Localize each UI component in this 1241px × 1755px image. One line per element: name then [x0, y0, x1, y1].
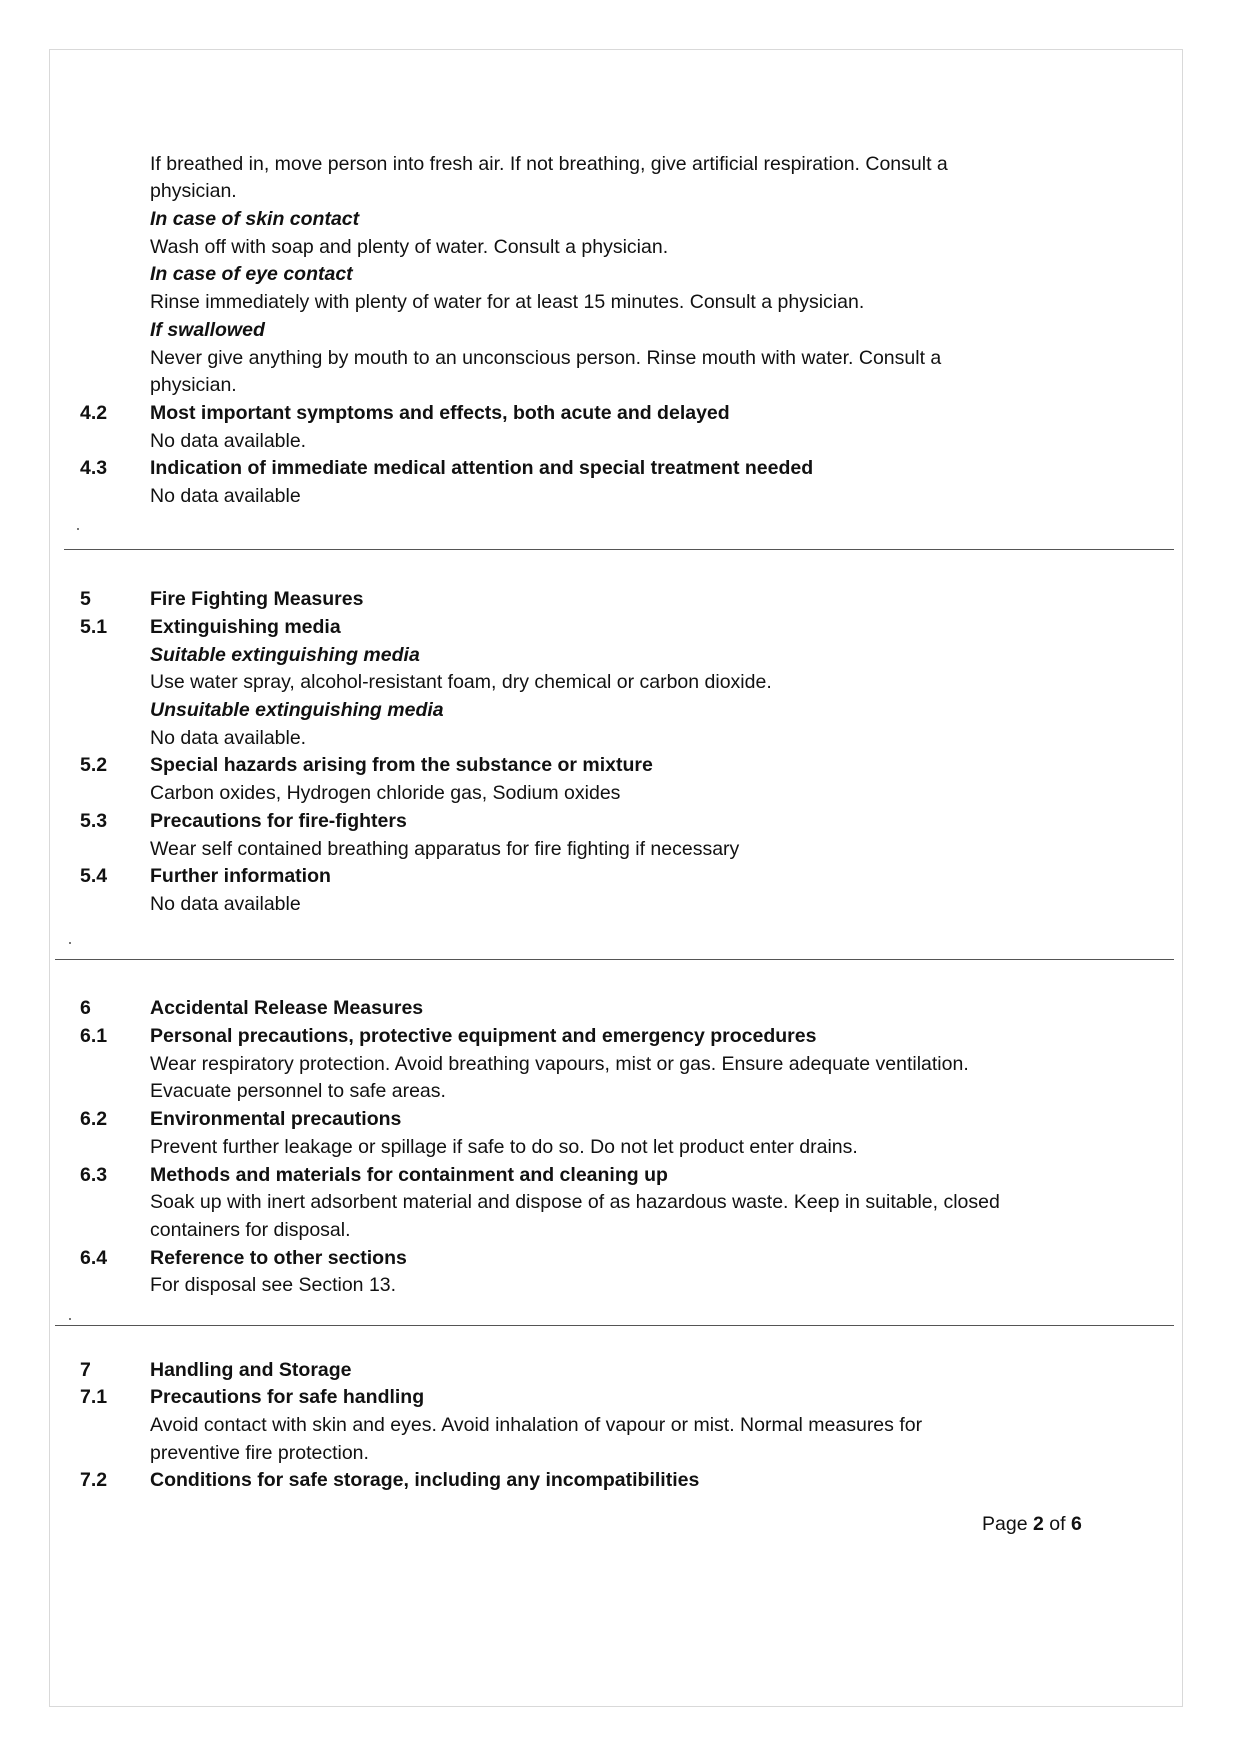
page-of: of — [1043, 1513, 1071, 1535]
section-6-4-title: Reference to other sections — [150, 1247, 407, 1269]
unsuitable-media-heading: Unsuitable extinguishing media — [150, 699, 444, 721]
section-6-2-title: Environmental precautions — [150, 1108, 402, 1130]
section-divider — [55, 1325, 1174, 1326]
section-7-2-number: 7.2 — [80, 1469, 108, 1491]
section-7-number: 7 — [80, 1359, 91, 1381]
section-5-1-number: 5.1 — [80, 616, 108, 638]
section-5-title: Fire Fighting Measures — [150, 588, 364, 610]
swallowed-text-line1: Never give anything by mouth to an unconscious person. Rinse mouth with water. Consult a — [150, 347, 942, 369]
eye-contact-heading: In case of eye contact — [150, 263, 353, 285]
section-5-4-title: Further information — [150, 865, 331, 887]
section-6-number: 6 — [80, 997, 91, 1019]
section-7-1-title: Precautions for safe handling — [150, 1386, 425, 1408]
section-4-2-text: No data available. — [150, 430, 307, 452]
page-current: 2 — [1032, 1513, 1044, 1535]
section-6-1-number: 6.1 — [80, 1025, 108, 1047]
section-5-4-text: No data available — [150, 893, 301, 915]
unsuitable-media-text: No data available. — [150, 727, 307, 749]
swallowed-text-line2: physician. — [150, 374, 237, 396]
section-5-3-title: Precautions for fire-fighters — [150, 810, 407, 832]
suitable-media-text: Use water spray, alcohol-resistant foam, dry chemical or carbon dioxide. — [150, 671, 772, 693]
section-5-3-text: Wear self contained breathing apparatus for fire fighting if necessary — [150, 838, 740, 860]
section-6-1-text-line2: Evacuate personnel to safe areas. — [150, 1080, 446, 1102]
section-4-2-number: 4.2 — [80, 402, 108, 424]
eye-contact-text: Rinse immediately with plenty of water for at least 15 minutes. Consult a physician. — [150, 291, 865, 313]
section-6-title: Accidental Release Measures — [150, 997, 424, 1019]
inhalation-text-line2: physician. — [150, 180, 237, 202]
section-6-3-text-line1: Soak up with inert adsorbent material and dispose of as hazardous waste. Keep in suitable, closed — [150, 1191, 1000, 1213]
section-7-1-text-line2: preventive fire protection. — [150, 1442, 369, 1464]
section-5-2-title: Special hazards arising from the substance or mixture — [150, 754, 653, 776]
section-5-2-text: Carbon oxides, Hydrogen chloride gas, Sodium oxides — [150, 782, 621, 804]
page-total: 6 — [1070, 1513, 1082, 1535]
skin-contact-heading: In case of skin contact — [150, 208, 360, 230]
section-6-2-number: 6.2 — [80, 1108, 108, 1130]
section-5-4-number: 5.4 — [80, 865, 108, 887]
section-5-1-title: Extinguishing media — [150, 616, 341, 638]
page-number — [982, 1510, 1082, 1538]
section-divider — [64, 549, 1174, 550]
swallowed-heading: If swallowed — [150, 319, 265, 341]
section-7-1-text-line1: Avoid contact with skin and eyes. Avoid inhalation of vapour or mist. Normal measures for — [150, 1414, 923, 1436]
section-divider — [55, 959, 1174, 960]
section-7-2-title: Conditions for safe storage, including any incompatibilities — [150, 1469, 700, 1491]
skin-contact-text: Wash off with soap and plenty of water. Consult a physician. — [150, 236, 669, 258]
section-6-4-text: For disposal see Section 13. — [150, 1274, 397, 1296]
section-7-1-number: 7.1 — [80, 1386, 108, 1408]
section-4-2-title: Most important symptoms and effects, both acute and delayed — [150, 402, 730, 424]
section-6-4-number: 6.4 — [80, 1247, 108, 1269]
section-6-3-number: 6.3 — [80, 1164, 108, 1186]
inhalation-text-line1: If breathed in, move person into fresh air. If not breathing, give artificial respiration. Consult a — [150, 153, 948, 175]
section-5-number: 5 — [80, 588, 91, 610]
section-6-1-title: Personal precautions, protective equipment and emergency procedures — [150, 1025, 817, 1047]
section-6-1-text-line1: Wear respiratory protection. Avoid breathing vapours, mist or gas. Ensure adequate ventilation. — [150, 1053, 969, 1075]
section-6-3-title: Methods and materials for containment and cleaning up — [150, 1164, 668, 1186]
stray-mark — [77, 528, 79, 530]
stray-mark — [69, 942, 71, 944]
section-4-3-text: No data available — [150, 485, 301, 507]
section-6-2-text: Prevent further leakage or spillage if safe to do so. Do not let product enter drains. — [150, 1136, 858, 1158]
section-4-3-title: Indication of immediate medical attention and special treatment needed — [150, 457, 814, 479]
section-4-3-number: 4.3 — [80, 457, 108, 479]
suitable-media-heading: Suitable extinguishing media — [150, 644, 420, 666]
section-5-2-number: 5.2 — [80, 754, 108, 776]
section-5-3-number: 5.3 — [80, 810, 108, 832]
section-6-3-text-line2: containers for disposal. — [150, 1219, 351, 1241]
section-7-title: Handling and Storage — [150, 1359, 352, 1381]
page-word: Page — [982, 1513, 1033, 1535]
stray-mark — [69, 1318, 71, 1320]
